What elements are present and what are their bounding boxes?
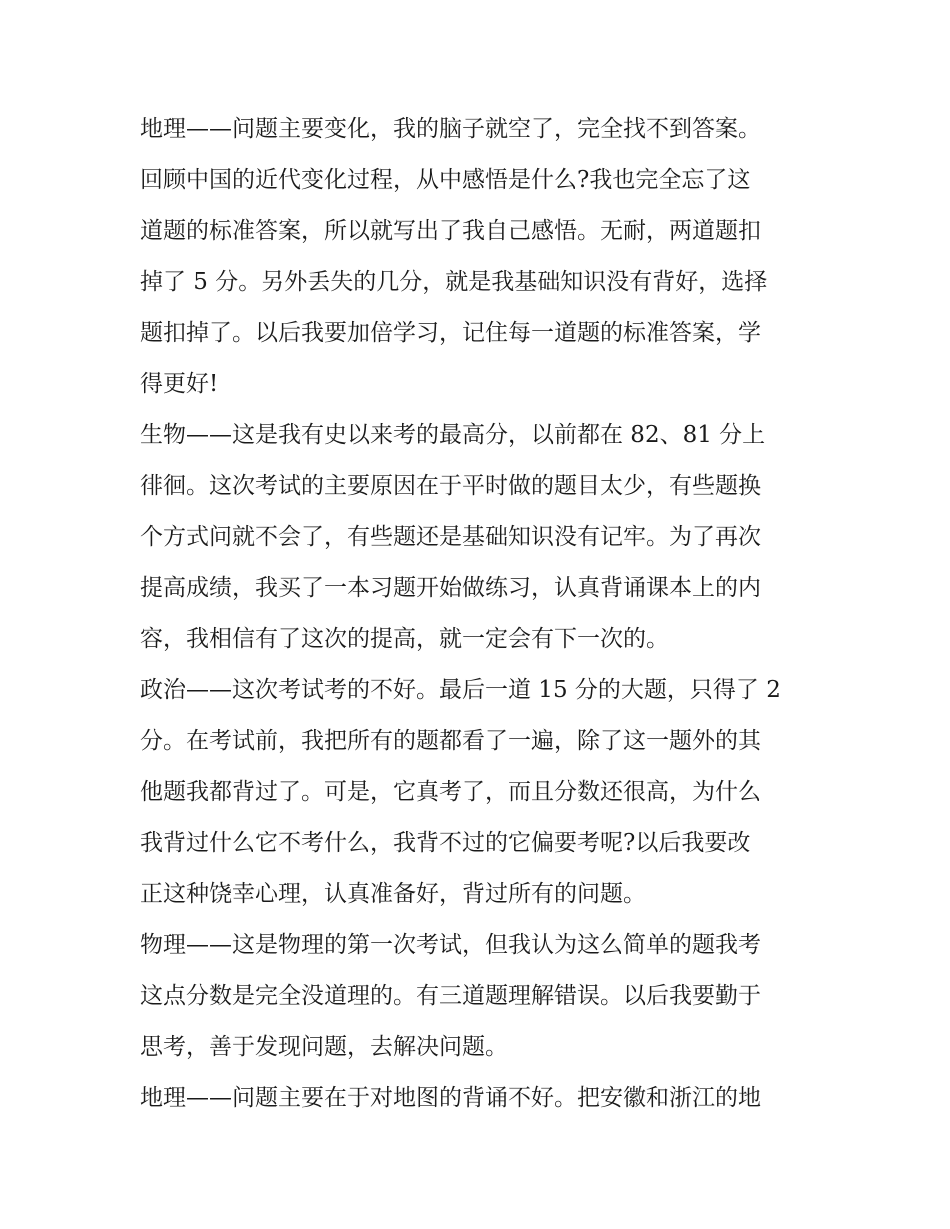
text-line: 得更好! — [140, 371, 219, 397]
text-line: 掉了 5 分。另外丢失的几分，就是我基础知识没有背好，选择 — [140, 269, 768, 295]
text-line: 容，我相信有了这次的提高，就一定会有下一次的。 — [140, 626, 669, 652]
text-line: 生物——这是我有史以来考的最高分，以前都在 82、81 分上 — [140, 422, 766, 448]
text-line: 分。在考试前，我把所有的题都看了一遍，除了这一题外的其 — [140, 728, 761, 754]
text-line: 道题的标准答案，所以就写出了我自己感悟。无耐，两道题扣 — [140, 218, 761, 244]
text-line: 政治——这次考试考的不好。最后一道 15 分的大题，只得了 2 — [140, 677, 781, 703]
text-line: 地理——问题主要在于对地图的背诵不好。把安徽和浙江的地 — [140, 1085, 761, 1111]
document-body — [140, 104, 820, 1124]
text-line: 地理——问题主要变化，我的脑子就空了，完全找不到答案。 — [140, 116, 761, 142]
text-line: 徘徊。这次考试的主要原因在于平时做的题目太少，有些题换 — [140, 473, 761, 499]
text-line: 思考，善于发现问题，去解决问题。 — [140, 1034, 508, 1060]
text-line: 题扣掉了。以后我要加倍学习，记住每一道题的标准答案，学 — [140, 320, 761, 346]
text-line: 个方式问就不会了，有些题还是基础知识没有记牢。为了再次 — [140, 524, 761, 550]
text-line: 物理——这是物理的第一次考试，但我认为这么简单的题我考 — [140, 932, 761, 958]
text-line: 回顾中国的近代变化过程，从中感悟是什么?我也完全忘了这 — [140, 167, 751, 193]
text-line: 正这种饶幸心理，认真准备好，背过所有的问题。 — [140, 881, 646, 907]
text-line: 这点分数是完全没道理的。有三道题理解错误。以后我要勤于 — [140, 983, 761, 1009]
text-line: 他题我都背过了。可是，它真考了，而且分数还很高，为什么 — [140, 779, 761, 805]
text-line: 提高成绩，我买了一本习题开始做练习，认真背诵课本上的内 — [140, 575, 761, 601]
text-line: 我背过什么它不考什么，我背不过的它偏要考呢?以后我要改 — [140, 830, 751, 856]
